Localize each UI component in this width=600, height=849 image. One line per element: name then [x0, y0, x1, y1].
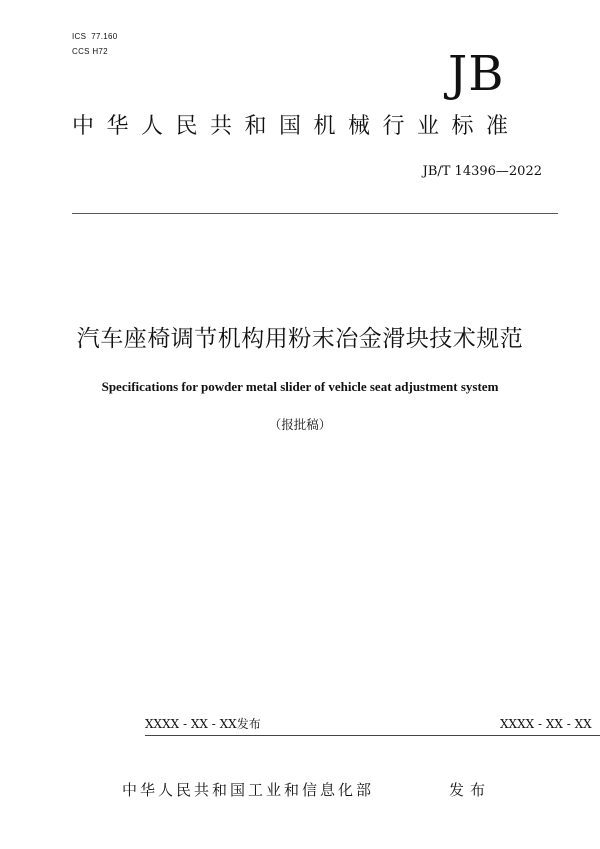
publisher-name: 中华人民共和国工业和信息化部	[122, 781, 375, 799]
industry-standard-title: 中华人民共和国机械行业标准	[72, 114, 521, 139]
publish-label: 发布	[449, 781, 492, 799]
issue-date: XXXX - XX - XX发布	[145, 717, 261, 731]
standard-number: JB/T 14396—2022	[422, 164, 542, 179]
ics-code: ICS 77.160	[72, 32, 118, 41]
jb-logo: JB	[448, 46, 505, 102]
footer-divider	[145, 735, 600, 736]
document-title-cn: 汽车座椅调节机构用粉末冶金滑块技术规范	[76, 326, 524, 352]
draft-status-label: （报批稿）	[268, 417, 332, 432]
header-divider	[72, 213, 558, 214]
document-title-en: Specifications for powder metal slider of vehicle seat adjustment system	[101, 379, 499, 394]
ccs-code: CCS H72	[72, 47, 108, 56]
implementation-date: XXXX - XX - XX	[500, 717, 592, 731]
